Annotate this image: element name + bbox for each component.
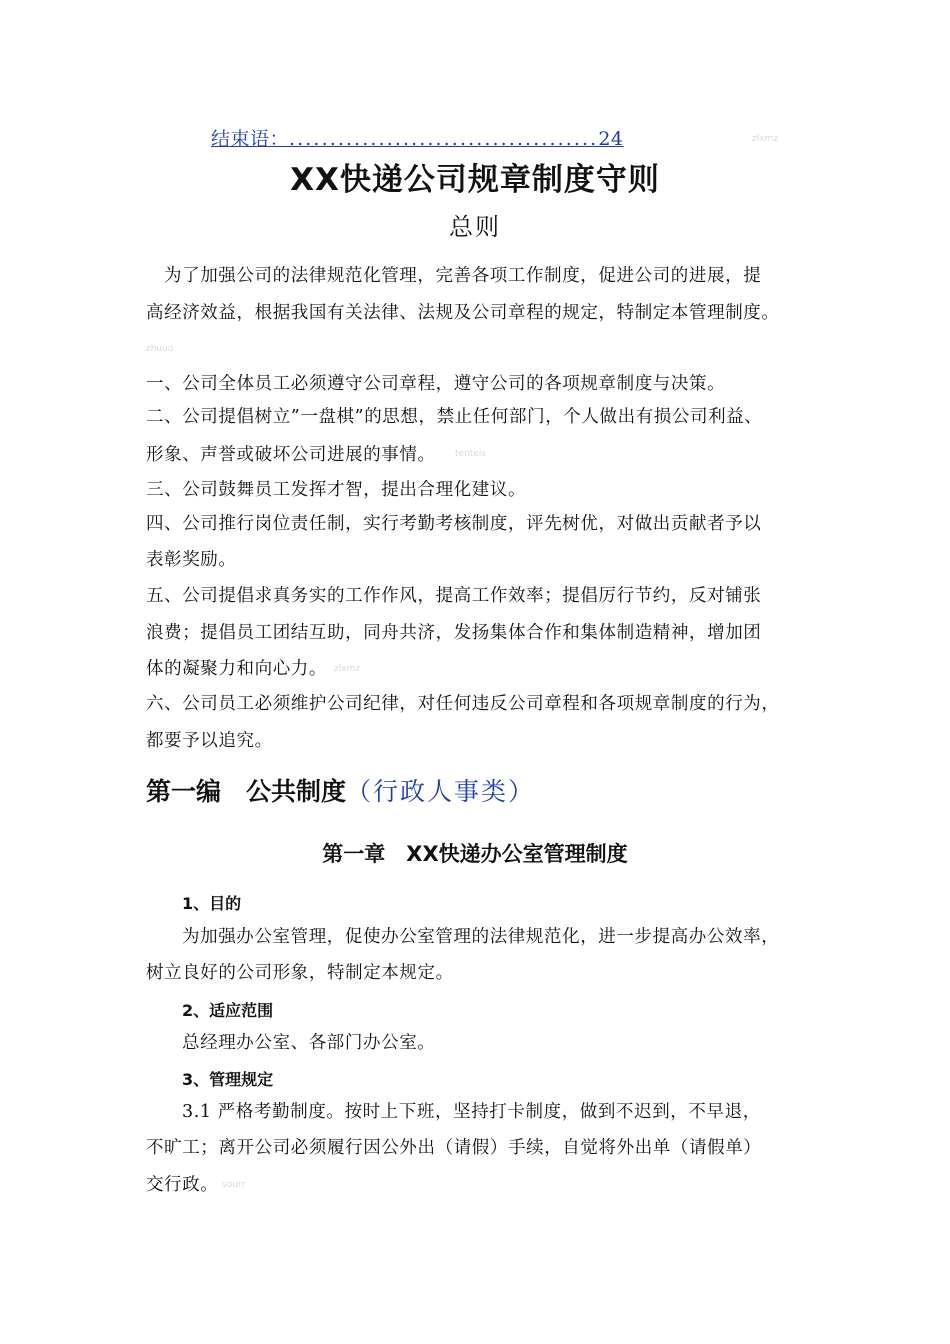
part-heading-text: 第一编 公共制度 <box>146 777 347 806</box>
intro-line: 高经济效益，根据我国有关法律、法规及公司章程的规定，特制定本管理制度。 <box>146 303 780 323</box>
faint-watermark: tenteis <box>455 449 487 459</box>
part-heading-paren: （行政人事类） <box>346 777 536 806</box>
document-subtitle: 总则 <box>449 213 501 241</box>
faint-watermark: zlxmz <box>752 134 779 144</box>
management-rule-line: 3.1 严格考勤制度。按时上下班，坚持打卡制度，做到不迟到，不早退， <box>182 1102 761 1122</box>
toc-entry-dots: ...................................... <box>289 128 599 150</box>
document-title: XX快递公司规章制度守则 <box>290 162 660 198</box>
toc-entry-page: 24 <box>598 128 624 150</box>
purpose-line: 为加强办公室管理，促使办公室管理的法律规范化，进一步提高办公效率， <box>182 927 780 947</box>
rule-line: 二、公司提倡树立”一盘棋”的思想，禁止任何部门，个人做出有损公司利益、 <box>146 407 763 427</box>
faint-watermark: sourr <box>222 1180 246 1190</box>
rule-line: 三、公司鼓舞员工发挥才智，提出合理化建议。 <box>146 480 527 500</box>
management-rule-line: 交行政。 <box>146 1175 219 1195</box>
rule-line: 浪费；提倡员工团结互助，同舟共济，发扬集体合作和集体制造精神，增加团 <box>146 623 762 643</box>
rule-line: 四、公司推行岗位责任制，实行考勤考核制度，评先树优，对做出贡献者予以 <box>146 514 762 534</box>
section-title-purpose: 1、目的 <box>182 894 242 913</box>
management-rule-line: 不旷工；离开公司必须履行因公外出（请假）手续，自觉将外出单（请假单） <box>146 1138 762 1158</box>
intro-line: 为了加强公司的法律规范化管理，完善各项工作制度，促进公司的进展，提 <box>164 266 762 286</box>
faint-watermark: zlxmz <box>334 664 361 674</box>
rule-line: 六、公司员工必须维护公司纪律，对任何违反公司章程和各项规章制度的行为， <box>146 694 780 714</box>
toc-entry-label: 结束语： <box>211 128 290 150</box>
rule-line: 五、公司提倡求真务实的工作作风，提高工作效率；提倡厉行节约，反对铺张 <box>146 586 762 606</box>
faint-watermark: zhuuo <box>146 344 174 354</box>
section-title-scope: 2、适应范围 <box>182 1001 274 1020</box>
rule-line: 形象、声誉或破坏公司进展的事情。 <box>146 445 436 465</box>
scope-line: 总经理办公室、各部门办公室。 <box>182 1033 436 1053</box>
chapter-heading: 第一章 XX快递办公室管理制度 <box>322 842 628 866</box>
section-title-rules: 3、管理规定 <box>182 1070 274 1089</box>
rule-line: 一、公司全体员工必须遵守公司章程，遵守公司的各项规章制度与决策。 <box>146 374 726 394</box>
purpose-line: 树立良好的公司形象，特制定本规定。 <box>146 963 454 983</box>
rule-line: 表彰奖励。 <box>146 550 237 570</box>
rule-line: 都要予以追究。 <box>146 731 273 751</box>
rule-line: 体的凝聚力和向心力。 <box>146 659 327 679</box>
part-heading <box>146 772 535 808</box>
toc-entry-link[interactable] <box>211 124 624 151</box>
